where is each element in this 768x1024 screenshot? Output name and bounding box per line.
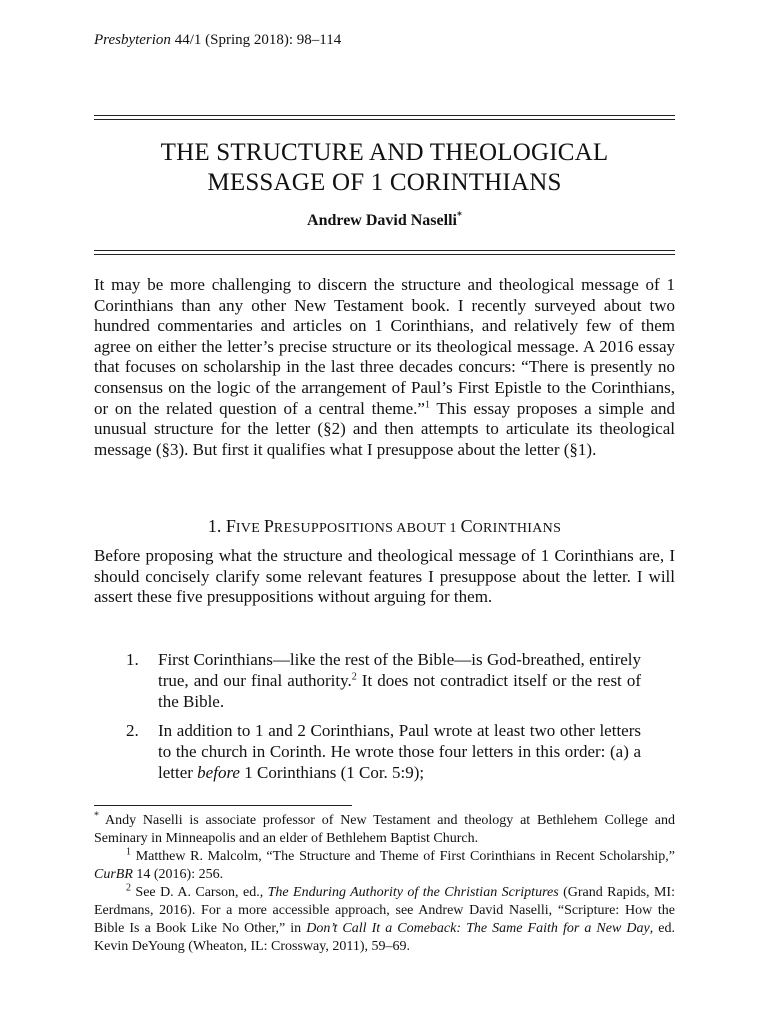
bottom-double-rule xyxy=(94,250,675,251)
footnote-author: * Andy Naselli is associate professor of New Testament and theology at Bethlehem College and Seminary in Minneapolis and an elder of Bethlehem Baptist Church. xyxy=(94,810,675,846)
journal-name: Presbyterion xyxy=(94,32,171,48)
author-byline xyxy=(94,212,675,230)
issue-info: 44/1 (Spring 2018): 98–114 xyxy=(170,32,342,48)
footnotes xyxy=(94,812,675,956)
footnote-separator xyxy=(94,805,352,806)
presuppositions-list xyxy=(94,649,675,791)
section-paragraph: Before proposing what the structure and theological message of 1 Corinthians are, I should concisely clarify some relevant features I presuppose about the letter. I will assert these five presuppositions without arguing for them. xyxy=(94,546,675,607)
footnote-ref-1: 1 xyxy=(424,398,430,410)
article-title xyxy=(94,138,675,198)
section-heading: 1. FIVE PRESUPPOSITIONS ABOUT 1 CORINTHIANS xyxy=(207,516,562,536)
intro-paragraph: It may be more challenging to discern the structure and theological message of 1 Corinthians than any other New Testament book. I recently surveyed about two hundred commentaries and articles on 1 Corinthians, and relatively few of them agree on either the letter’s precise structure or its theological message. A 2016 essay that focuses on scholarship in the last three decades concurs: “There is presently no consensus on the logic of the arrangement of Paul’s First Epistle to the Corinthians, or on the related question of a central theme.”$^1$ This essay proposes a simple and unusual structure for the letter (§2) and then attempts to articulate its theological message (§3). But first it qualifies what I presuppose about the letter (§1). xyxy=(94,275,675,459)
list-item: 1. First Corinthians—like the rest of the Bible—is God-breathed, entirely true, and our final authority.$^2$ It does not contradict itself or the rest of the Bible. xyxy=(126,650,641,711)
title-line-2: MESSAGE OF 1 CORINTHIANS xyxy=(207,169,562,196)
author-footnote-mark: * xyxy=(456,210,462,222)
footnote-2: $^2$ See D. A. Carson, ed., The Enduring Authority of the Christian Scriptures (Grand Rapids, MI: Eerdmans, 2016). For a more accessible approach, see Andrew David Naselli, “Scripture: How the Bible Is a Book Like No Other,” in Don’t Call It a Comeback: The Same Faith for a New Day, ed. Kevin DeYoung (Wheaton, IL: Crossway, 2011), 59–69. xyxy=(94,882,675,954)
footnote-ref-2: 2 xyxy=(351,671,357,683)
footnote-1: $^1$ Matthew R. Malcolm, “The Structure and Theme of First Corinthians in Recent Scholarship,” CurBR 14 (2016): 256. xyxy=(94,846,675,882)
title-line-1: THE STRUCTURE AND THEOLOGICAL xyxy=(160,139,609,166)
top-double-rule xyxy=(94,115,675,116)
list-item: 2. In addition to 1 and 2 Corinthians, Paul wrote at least two other letters to the church in Corinth. He wrote those four letters in this order: (a) a letter before 1 Corinthians (1 Cor. 5:9); xyxy=(126,721,641,782)
running-head xyxy=(94,32,341,49)
author-name: Andrew David Naselli xyxy=(307,212,457,229)
